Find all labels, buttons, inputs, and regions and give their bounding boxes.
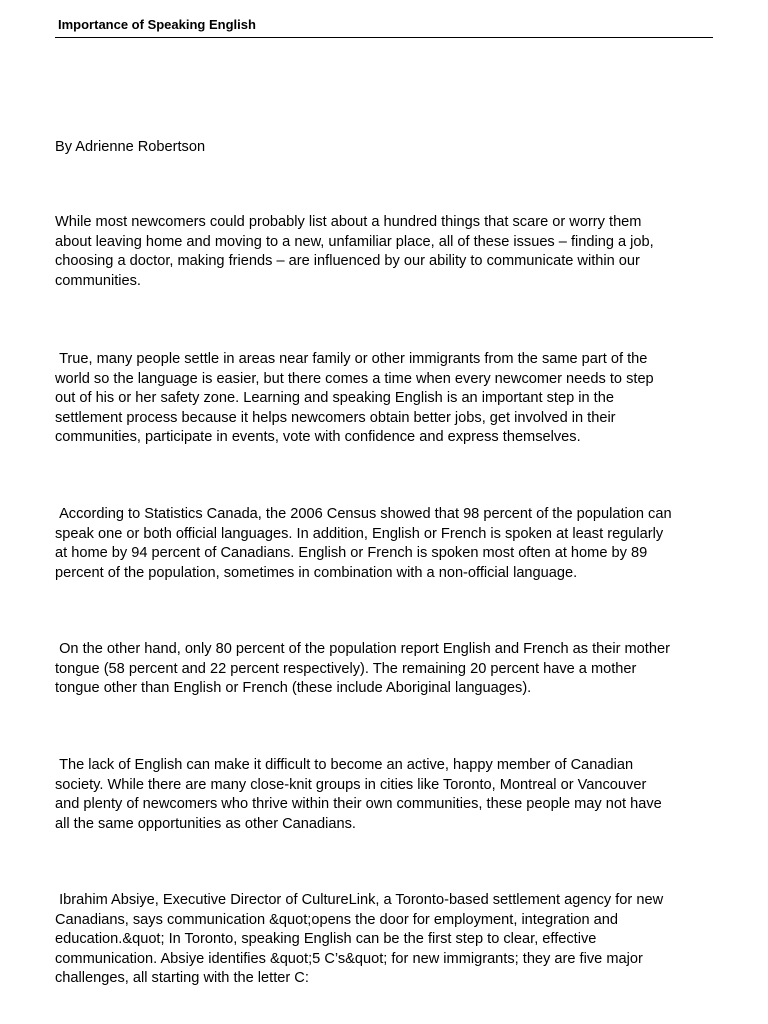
paragraph-5: The lack of English can make it difficult to become an active, happy member of Canadian society. While there are many close-knit groups in cities like Toronto, Montreal or Vancouver and plenty of newcomers who thrive within their own communities, these people may not have all the same opportunities as other Canadians. xyxy=(55,757,662,832)
header-title: Importance of Speaking English xyxy=(58,17,256,32)
paragraph-1: While most newcomers could probably list about a hundred things that scare or worry them about leaving home and moving to a new, unfamiliar place, all of these issues – finding a job, choosing a doctor, making friends – are influenced by our ability to communicate within our communities. xyxy=(55,214,654,289)
paragraph-4: On the other hand, only 80 percent of the population report English and French as their mother tongue (58 percent and 22 percent respectively). The remaining 20 percent have a mother tongue other than English or French (these include Aboriginal languages). xyxy=(55,641,670,696)
paragraph-6: Ibrahim Absiye, Executive Director of CultureLink, a Toronto-based settlement agency for new Canadians, says communication &quot;opens the door for employment, integration and education.&quot; In Toronto, speaking English can be the first step to clear, effective communication. Absiye identifies &quot;5 C’s&quot; for new immigrants; they are five major challenges, all starting with the letter C: xyxy=(55,892,664,986)
paragraph-2: True, many people settle in areas near family or other immigrants from the same part of the world so the language is easier, but there comes a time when every newcomer needs to step out of his or her safety zone. Learning and speaking English is an important step in the settlement process because it helps newcomers obtain better jobs, get involved in their communities, participate in events, vote with confidence and express themselves. xyxy=(55,351,654,445)
byline: By Adrienne Robertson xyxy=(55,139,206,155)
page-header xyxy=(55,17,713,38)
paragraph-3: According to Statistics Canada, the 2006 Census showed that 98 percent of the population can speak one or both official languages. In addition, English or French is spoken at least regularly at home by 94 percent of Canadians. English or French is spoken most often at home by 89 percent of the population, sometimes in combination with a non-official language. xyxy=(55,506,672,581)
